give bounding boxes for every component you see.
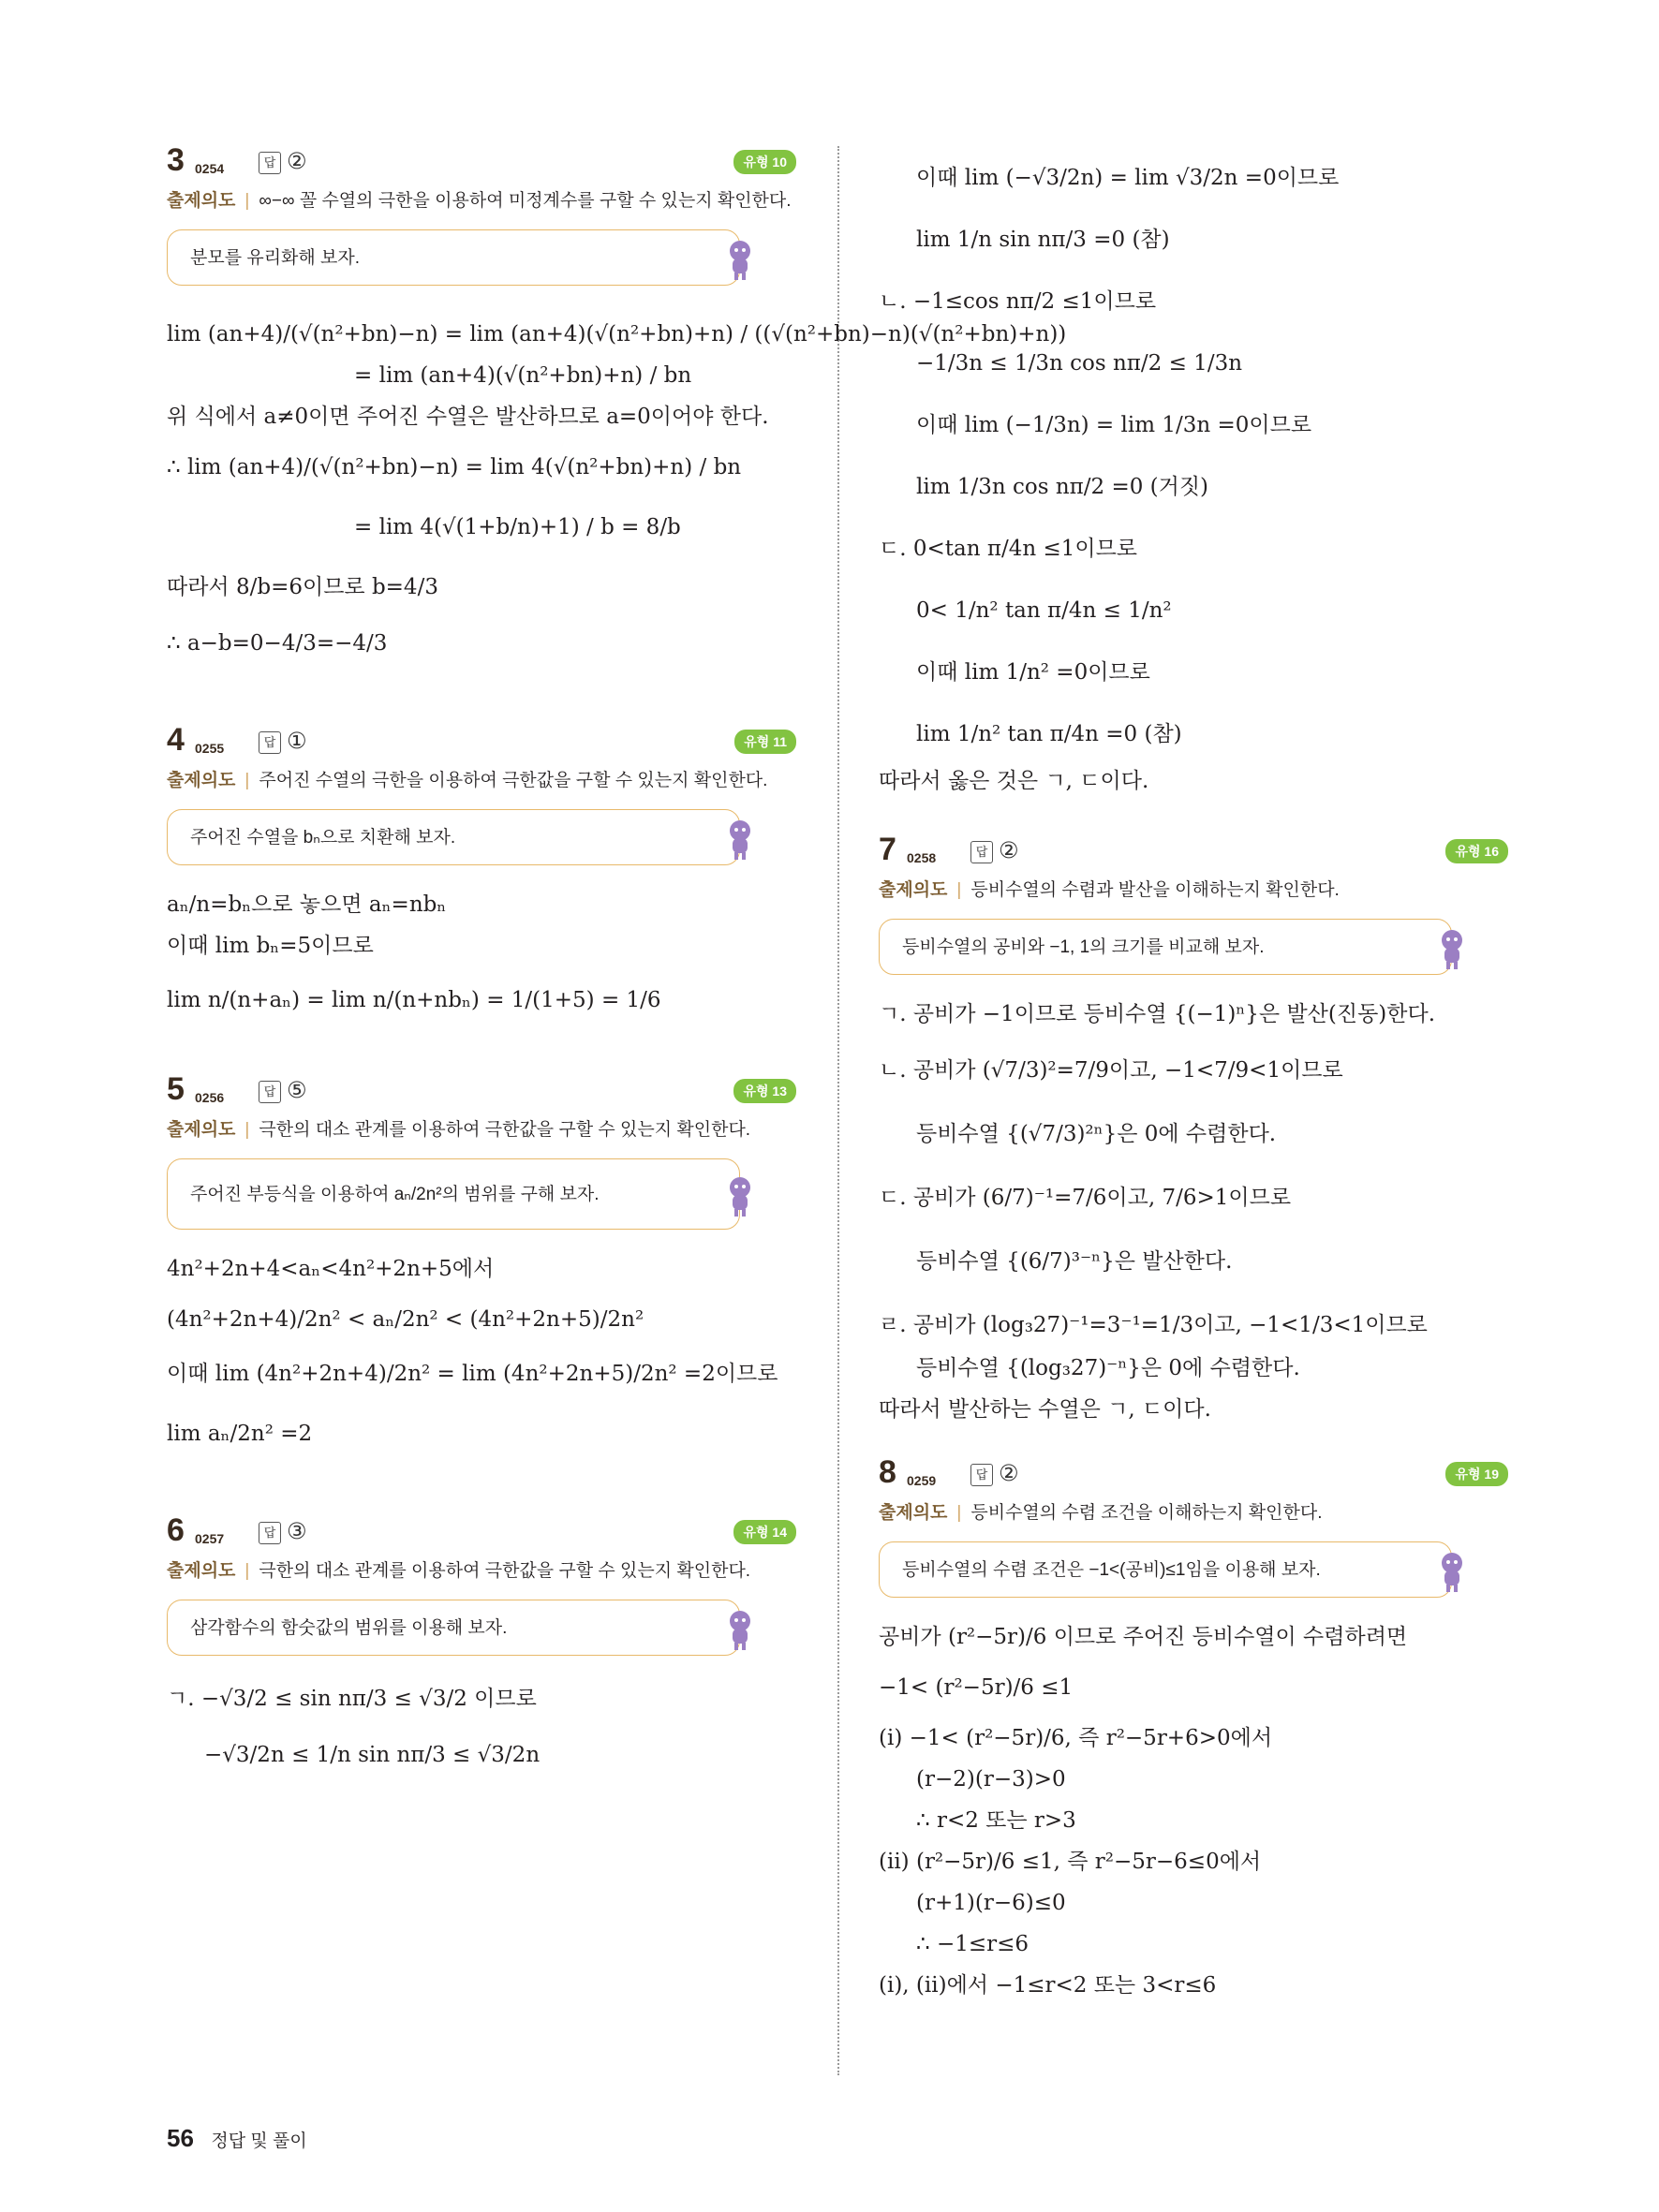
- problem-number: 6: [167, 1512, 185, 1548]
- problem-7: [879, 830, 1508, 1430]
- intent-text: 등비수열의 수렴 조건을 이해하는지 확인한다.: [970, 1503, 1323, 1523]
- intent-label: 출제의도: [167, 771, 236, 790]
- hint-box: [879, 1541, 1452, 1598]
- page-footer: [167, 2124, 307, 2153]
- solution-line: 이때 lim (4n²+2n+4)/2n² = lim (4n²+2n+5)/2n² =2이므로: [167, 1362, 778, 1386]
- intent-line: 출제의도 | 등비수열의 수렴과 발산을 이해하는지 확인한다.: [879, 880, 1340, 900]
- answer-value: ③: [287, 1519, 307, 1544]
- answer-value: ②: [287, 149, 307, 174]
- solution-line: lim aₙ/2n² =2: [167, 1422, 313, 1446]
- hint-box: [167, 1600, 740, 1656]
- solution-line: ∴ −1≤r≤6: [916, 1932, 1029, 1956]
- solution-line: ∴ a−b=0−4/3=−4/3: [167, 631, 388, 656]
- type-badge: 유형 11: [734, 730, 796, 754]
- hint-box: [167, 229, 740, 286]
- solution: [167, 1678, 796, 1776]
- hint-text: 주어진 부등식을 이용하여 aₙ/2n²의 범위를 구해 보자.: [190, 1185, 600, 1204]
- answer-label: 답: [970, 1464, 993, 1486]
- answer-label: 답: [970, 841, 993, 863]
- answer-label: 답: [259, 731, 281, 754]
- intent-text: 주어진 수열의 극한을 이용하여 극한값을 구할 수 있는지 확인한다.: [259, 771, 768, 790]
- solution-line: 등비수열 {(√7/3)²ⁿ}은 0에 수렴한다.: [916, 1122, 1277, 1146]
- problem-code: 0259: [907, 1473, 937, 1488]
- solution-line: = lim 4(√(1+b/n)+1) / b = 8/b: [354, 515, 681, 539]
- answer-value: ②: [999, 1461, 1019, 1486]
- intent-label: 출제의도: [167, 1561, 236, 1581]
- solution: [167, 884, 796, 1021]
- solution-line: ∴ lim (an+4)/(√(n²+bn)−n) = lim 4(√(n²+bn)+n) / bn: [167, 455, 742, 479]
- problem-number: 5: [167, 1071, 185, 1107]
- problem-code: 0256: [195, 1090, 225, 1105]
- intent-line: 출제의도 | 주어진 수열의 극한을 이용하여 극한값을 구할 수 있는지 확인한다.: [167, 771, 768, 790]
- problem-number: 7: [879, 832, 896, 867]
- solution-line: 4n²+2n+4<aₙ<4n²+2n+5에서: [167, 1257, 495, 1281]
- problem-number: 8: [879, 1454, 896, 1490]
- intent-line: 출제의도 | 극한의 대소 관계를 이용하여 극한값을 구할 수 있는지 확인한다.: [167, 1561, 751, 1581]
- solution: [167, 1248, 796, 1454]
- solution-line: lim 1/n sin nπ/3 =0 (참): [916, 228, 1170, 252]
- problem-header: [167, 1069, 796, 1114]
- solution-line: ㄷ. 공비가 (6/7)⁻¹=7/6이고, 7/6>1이므로: [879, 1186, 1292, 1210]
- solution-line: ㄷ. 0<tan π/4n ≤1이므로: [879, 537, 1138, 561]
- footer-label: 정답 및 풀이: [211, 2131, 307, 2151]
- mascot-icon: [724, 1174, 756, 1217]
- problem-header: [167, 1511, 796, 1556]
- solution-line: (i), (ii)에서 −1≤r<2 또는 3<r≤6: [879, 1973, 1217, 1998]
- solution-line: 이때 lim (−1/3n) = lim 1/3n =0이므로: [916, 413, 1312, 437]
- problem-number: 3: [167, 142, 185, 178]
- problem-6: [167, 1511, 796, 1776]
- hint-box: [167, 809, 740, 865]
- solution-line: lim 1/n² tan π/4n =0 (참): [916, 722, 1182, 746]
- solution-line: 따라서 발산하는 수열은 ㄱ, ㄷ이다.: [879, 1397, 1211, 1422]
- problem-4: [167, 720, 796, 1021]
- intent-label: 출제의도: [167, 1120, 236, 1140]
- solution-line: −1/3n ≤ 1/3n cos nπ/2 ≤ 1/3n: [916, 351, 1243, 376]
- problem-5: [167, 1069, 796, 1454]
- solution-line: 공비가 (r²−5r)/6 이므로 주어진 등비수열이 수렴하려면: [879, 1625, 1408, 1649]
- hint-text: 등비수열의 수렴 조건은 −1<(공비)≤1임을 이용해 보자.: [902, 1560, 1321, 1580]
- problem-header: [879, 1453, 1508, 1497]
- solution-line: lim (an+4)/(√(n²+bn)−n) = lim (an+4)(√(n²+bn)+n) / ((√(n²+bn)−n)(√(n²+bn)+n)): [167, 322, 1067, 347]
- problem-number: 4: [167, 722, 185, 758]
- solution-line: 따라서 옳은 것은 ㄱ, ㄷ이다.: [879, 769, 1149, 793]
- solution-line: ㄹ. 공비가 (log₃27)⁻¹=3⁻¹=1/3이고, −1<1/3<1이므로: [879, 1313, 1428, 1337]
- hint-text: 주어진 수열을 bₙ으로 치환해 보자.: [190, 828, 456, 848]
- problem-header: [167, 140, 796, 185]
- mascot-icon: [1436, 927, 1468, 970]
- mascot-icon: [1436, 1550, 1468, 1593]
- solution-line: −√3/2n ≤ 1/n sin nπ/3 ≤ √3/2n: [204, 1743, 541, 1767]
- type-badge: 유형 13: [733, 1079, 796, 1103]
- solution-line: ㄴ. −1≤cos nπ/2 ≤1이므로: [879, 289, 1157, 314]
- solution: [879, 994, 1508, 1430]
- solution-line: 등비수열 {(log₃27)⁻ⁿ}은 0에 수렴한다.: [916, 1356, 1300, 1380]
- intent-label: 출제의도: [879, 880, 948, 900]
- solution: [879, 1616, 1508, 2006]
- intent-label: 출제의도: [167, 191, 236, 211]
- hint-text: 삼각함수의 함숫값의 범위를 이용해 보자.: [190, 1618, 508, 1638]
- mascot-icon: [724, 1608, 756, 1651]
- type-badge: 유형 14: [733, 1520, 796, 1544]
- right-column: [879, 140, 1508, 2006]
- problem-code: 0255: [195, 741, 225, 756]
- answer-value: ②: [999, 838, 1019, 863]
- solution-line: (r+1)(r−6)≤0: [916, 1891, 1066, 1915]
- hint-box: [167, 1158, 740, 1230]
- answer-value: ⑤: [287, 1078, 307, 1103]
- solution-line: 이때 lim (−√3/2n) = lim √3/2n =0이므로: [916, 166, 1340, 190]
- intent-line: 출제의도 | ∞−∞ 꼴 수열의 극한을 이용하여 미정계수를 구할 수 있는지 확인한다.: [167, 191, 792, 211]
- intent-text: 극한의 대소 관계를 이용하여 극한값을 구할 수 있는지 확인한다.: [259, 1120, 751, 1140]
- solution-line: −1< (r²−5r)/6 ≤1: [879, 1675, 1074, 1700]
- solution-line: lim 1/3n cos nπ/2 =0 (거짓): [916, 475, 1209, 499]
- solution-line: 이때 lim bₙ=5이므로: [167, 934, 374, 958]
- solution-line: 이때 lim 1/n² =0이므로: [916, 660, 1150, 685]
- problem-code: 0257: [195, 1531, 225, 1546]
- intent-text: 등비수열의 수렴과 발산을 이해하는지 확인한다.: [970, 880, 1340, 900]
- solution-line: (i) −1< (r²−5r)/6, 즉 r²−5r+6>0에서: [879, 1726, 1273, 1750]
- problem-code: 0258: [907, 850, 937, 865]
- type-badge: 유형 10: [733, 150, 796, 174]
- hint-text: 분모를 유리화해 보자.: [190, 248, 361, 268]
- solution-line: (r−2)(r−3)>0: [916, 1767, 1066, 1792]
- type-badge: 유형 16: [1445, 839, 1508, 863]
- column-divider: [837, 146, 839, 2075]
- solution-line: ㄱ. −√3/2 ≤ sin nπ/3 ≤ √3/2 이므로: [167, 1687, 537, 1711]
- answer-label: 답: [259, 1522, 281, 1544]
- intent-line: 출제의도 | 극한의 대소 관계를 이용하여 극한값을 구할 수 있는지 확인한다.: [167, 1120, 751, 1140]
- solution-line: 따라서 8/b=6이므로 b=4/3: [167, 575, 438, 599]
- solution-line: 위 식에서 a≠0이면 주어진 수열은 발산하므로 a=0이어야 한다.: [167, 405, 769, 429]
- solution-line: = lim (an+4)(√(n²+bn)+n) / bn: [354, 363, 692, 388]
- problem-8: [879, 1453, 1508, 2006]
- intent-text: ∞−∞ 꼴 수열의 극한을 이용하여 미정계수를 구할 수 있는지 확인한다.: [259, 191, 792, 211]
- solution-line: lim n/(n+aₙ) = lim n/(n+nbₙ) = 1/(1+5) = 1/6: [167, 988, 661, 1012]
- solution-line: ㄴ. 공비가 (√7/3)²=7/9이고, −1<7/9<1이므로: [879, 1058, 1343, 1083]
- hint-text: 등비수열의 공비와 −1, 1의 크기를 비교해 보자.: [902, 937, 1265, 957]
- solution-line: 0< 1/n² tan π/4n ≤ 1/n²: [916, 598, 1172, 623]
- solution-line: (4n²+2n+4)/2n² < aₙ/2n² < (4n²+2n+5)/2n²: [167, 1307, 644, 1332]
- intent-text: 극한의 대소 관계를 이용하여 극한값을 구할 수 있는지 확인한다.: [259, 1561, 751, 1581]
- problem-code: 0254: [195, 161, 225, 176]
- answer-value: ①: [287, 729, 307, 754]
- problem-header: [879, 830, 1508, 875]
- type-badge: 유형 19: [1445, 1462, 1508, 1486]
- intent-line: 출제의도 | 등비수열의 수렴 조건을 이해하는지 확인한다.: [879, 1503, 1323, 1523]
- solution-line: ㄱ. 공비가 −1이므로 등비수열 {(−1)ⁿ}은 발산(진동)한다.: [879, 1002, 1436, 1026]
- solution-line: aₙ/n=bₙ으로 놓으면 aₙ=nbₙ: [167, 892, 447, 917]
- problem-header: [167, 720, 796, 765]
- intent-label: 출제의도: [879, 1503, 948, 1523]
- solution-line: 등비수열 {(6/7)³⁻ⁿ}은 발산한다.: [916, 1249, 1233, 1274]
- solution-line: (ii) (r²−5r)/6 ≤1, 즉 r²−5r−6≤0에서: [879, 1850, 1262, 1874]
- hint-box: [879, 919, 1452, 975]
- solution-continuation: [879, 157, 1508, 802]
- page-number: 56: [167, 2124, 194, 2152]
- answer-label: 답: [259, 152, 281, 174]
- mascot-icon: [724, 818, 756, 861]
- solution-line: ∴ r<2 또는 r>3: [916, 1808, 1076, 1833]
- answer-label: 답: [259, 1081, 281, 1103]
- mascot-icon: [724, 238, 756, 281]
